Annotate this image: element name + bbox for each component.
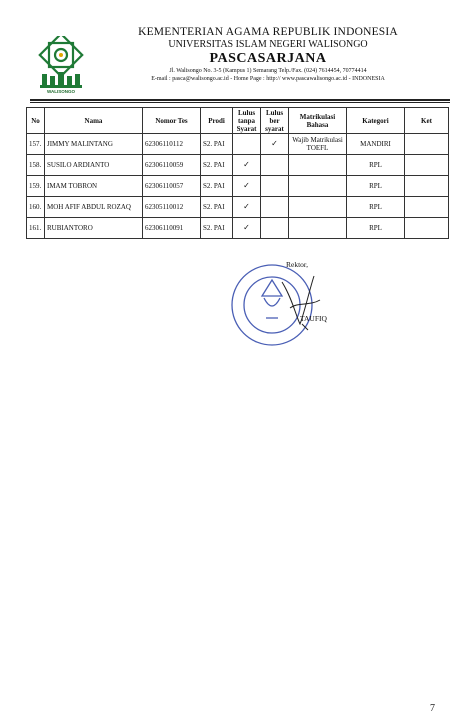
cell-lulus-tanpa: ✓ [233, 197, 261, 218]
cell-lulus-tanpa [233, 134, 261, 155]
official-stamp-icon [228, 258, 358, 353]
cell-matrikulasi [289, 197, 347, 218]
logo-caption: WALISONGO [47, 89, 75, 94]
ministry-name: KEMENTERIAN AGAMA REPUBLIK INDONESIA [138, 26, 398, 38]
cell-nomor: 62306110057 [143, 176, 201, 197]
cell-no: 161. [27, 218, 45, 239]
table-row [27, 134, 449, 155]
faculty-name: PASCASARJANA [209, 51, 327, 66]
cell-prodi: S2. PAI [201, 197, 233, 218]
signatory-title: Rektor, [286, 260, 308, 269]
table-row [27, 155, 449, 176]
cell-lulus-ber: ✓ [261, 134, 289, 155]
cell-kategori: RPL [347, 197, 405, 218]
cell-nomor: 62306110091 [143, 218, 201, 239]
letterhead [0, 0, 474, 104]
cell-lulus-tanpa: ✓ [233, 155, 261, 176]
cell-matrikulasi [289, 155, 347, 176]
cell-nama: JIMMY MALINTANG [45, 134, 143, 155]
cell-prodi: S2. PAI [201, 134, 233, 155]
cell-lulus-ber [261, 218, 289, 239]
table-row [27, 176, 449, 197]
cell-nama: MOH AFIF ABDUL ROZAQ [45, 197, 143, 218]
cell-ket [405, 218, 449, 239]
col-header-matrikulasi: Matrikulasi Bahasa [289, 108, 347, 134]
cell-lulus-ber [261, 176, 289, 197]
cell-lulus-ber [261, 197, 289, 218]
table-row [27, 218, 449, 239]
cell-prodi: S2. PAI [201, 218, 233, 239]
cell-lulus-tanpa: ✓ [233, 176, 261, 197]
cell-matrikulasi [289, 176, 347, 197]
cell-ket [405, 197, 449, 218]
cell-ket [405, 155, 449, 176]
cell-nama: RUBIANTORO [45, 218, 143, 239]
cell-kategori: RPL [347, 155, 405, 176]
cell-matrikulasi [289, 218, 347, 239]
header-divider-thin [30, 102, 450, 103]
cell-nama: IMAM TOBRON [45, 176, 143, 197]
cell-nomor: 62306110112 [143, 134, 201, 155]
letterhead-text [118, 26, 418, 83]
cell-nomor: 62306110059 [143, 155, 201, 176]
cell-nomor: 62305110012 [143, 197, 201, 218]
cell-prodi: S2. PAI [201, 176, 233, 197]
cell-kategori: RPL [347, 218, 405, 239]
university-name: UNIVERSITAS ISLAM NEGERI WALISONGO [168, 39, 368, 50]
cell-no: 158. [27, 155, 45, 176]
results-table [26, 107, 449, 239]
cell-ket [405, 176, 449, 197]
cell-lulus-tanpa: ✓ [233, 218, 261, 239]
cell-matrikulasi: Wajib Matrikulasi TOEFL [289, 134, 347, 155]
col-header-kategori: Kategori [347, 108, 405, 134]
col-header-nama: Nama [45, 108, 143, 134]
cell-no: 157. [27, 134, 45, 155]
col-header-prodi: Prodi [201, 108, 233, 134]
header-divider [30, 99, 450, 101]
cell-prodi: S2. PAI [201, 155, 233, 176]
col-header-lulus-tanpa: Lulus tanpa Syarat [233, 108, 261, 134]
cell-no: 159. [27, 176, 45, 197]
cell-ket [405, 134, 449, 155]
table-header-row [27, 108, 449, 134]
page-mark: 7 [430, 703, 435, 714]
walisongo-logo-icon [36, 36, 86, 94]
col-header-no: No [27, 108, 45, 134]
col-header-lulus-ber: Lulus ber syarat [261, 108, 289, 134]
col-header-ket: Ket [405, 108, 449, 134]
cell-kategori: MANDIRI [347, 134, 405, 155]
table-row [27, 197, 449, 218]
cell-no: 160. [27, 197, 45, 218]
signatory-name: TAUFIQ [300, 314, 327, 323]
cell-nama: SUSILO ARDIANTO [45, 155, 143, 176]
cell-lulus-ber [261, 155, 289, 176]
col-header-nomor: Nomor Tes [143, 108, 201, 134]
cell-kategori: RPL [347, 176, 405, 197]
address-line: Jl. Walisongo No. 3-5 (Kampus 1) Semarang Telp./Fax. (024) 7614454, 70774414 [169, 68, 367, 74]
contact-line: E-mail : pasca@walisongo.ac.id - Home Page : http:// www.pascawalisongo.ac.id - INDONESIA [151, 76, 385, 82]
